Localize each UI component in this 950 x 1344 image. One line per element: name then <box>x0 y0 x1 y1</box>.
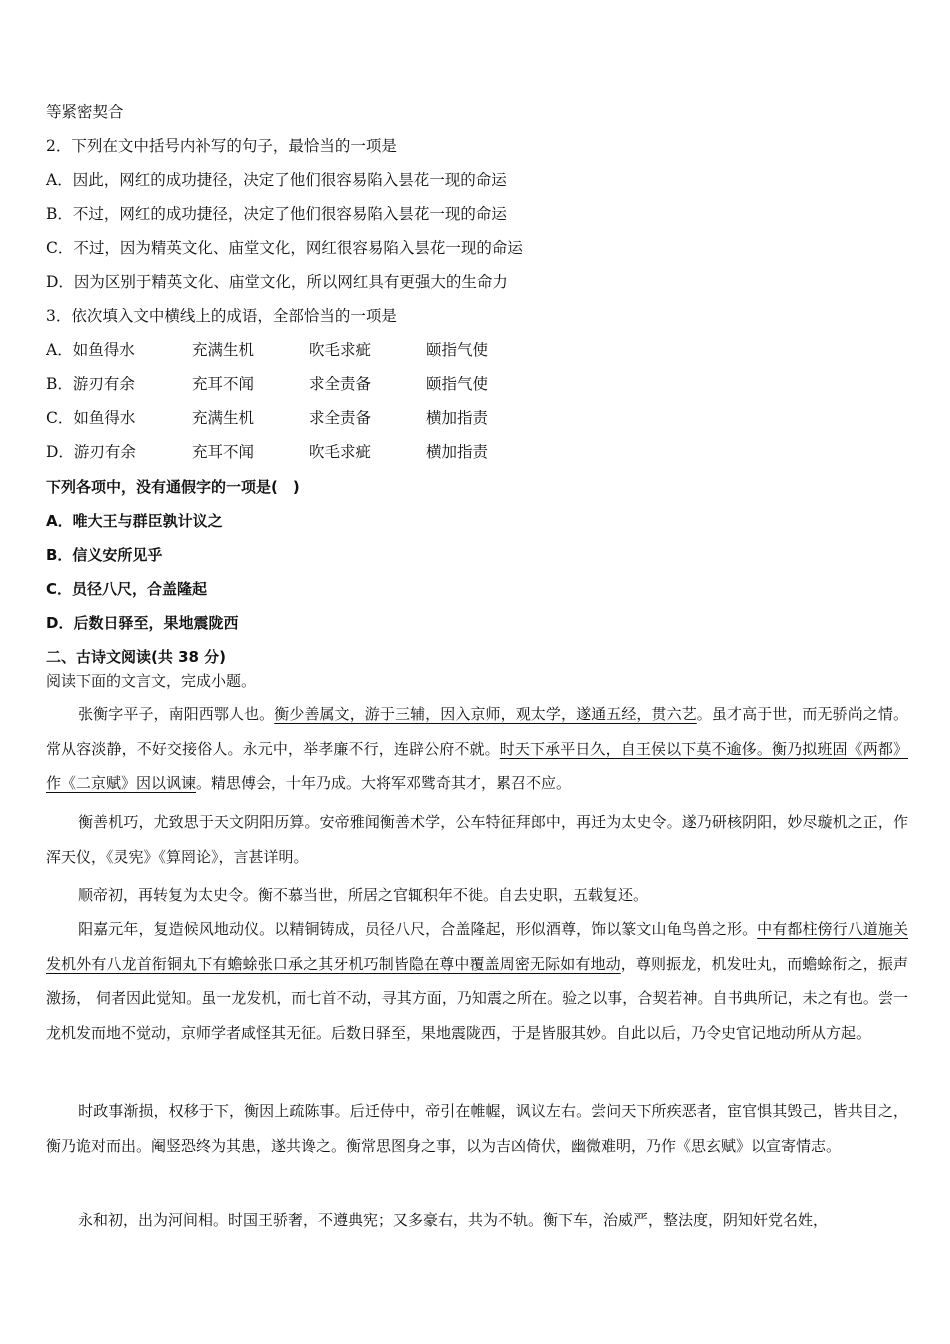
option-idiom-3: 吹毛求疵 <box>309 443 372 461</box>
underlined-sentence-3: 中有都柱傍行八道施关发机外有八龙首衔铜丸下有蟾蜍张口承之其牙机巧制皆隐在尊中覆盖周密无际如有地动 <box>46 920 908 973</box>
option-idiom-2: 充满生机 <box>192 409 255 427</box>
question-2-option-a: A．因此，网红的成功捷径，决定了他们很容易陷入昙花一现的命运 <box>46 171 507 189</box>
passage-text: 。虽才高于世，而无骄尚之情。常从容淡静，不好交接俗人。永元中，举孝廉不行，连辟公府不就。 <box>46 705 908 758</box>
passage-paragraph-1 <box>46 697 908 801</box>
option-label: D．游刃有余 <box>46 443 136 461</box>
passage-paragraph-2 <box>46 805 908 874</box>
question-3-stem: 3．依次填入文中横线上的成语，全部恰当的一项是 <box>46 307 397 325</box>
question-2-stem: 2．下列在文中括号内补写的句子，最恰当的一项是 <box>46 137 397 155</box>
section-2-heading: 二、古诗文阅读(共 38 分) <box>46 648 227 666</box>
passage-paragraph-5 <box>46 1094 908 1163</box>
passage-paragraph-4 <box>46 912 908 1050</box>
question-4-stem: 下列各项中，没有通假字的一项是( ) <box>46 478 300 496</box>
option-idiom-3: 吹毛求疵 <box>309 341 372 359</box>
passage-text: 顺帝初，再转复为太史令。衡不慕当世，所居之官辄积年不徙。自去史职，五载复还。 <box>78 886 649 904</box>
passage-text: 张衡字平子，南阳西鄂人也。 <box>78 705 275 723</box>
passage-text: 衡善机巧，尤致思于天文阴阳历算。安帝雅闻衡善术学，公车特征拜郎中，再迁为太史令。遂乃研核阴阳，妙尽璇机之正，作浑天仪，《灵宪》《算罔论》，言甚详明。 <box>46 813 908 866</box>
option-idiom-4: 颐指气使 <box>426 341 489 359</box>
option-label: B．游刃有余 <box>46 375 135 393</box>
option-idiom-3: 求全责备 <box>309 375 372 393</box>
underlined-sentence-1: 衡少善属文，游于三辅，因入京师，观太学，遂通五经，贯六艺 <box>274 705 697 723</box>
option-label: C．如鱼得水 <box>46 409 136 427</box>
question-2-option-b: B．不过，网红的成功捷径，决定了他们很容易陷入昙花一现的命运 <box>46 205 507 223</box>
passage-text: 阳嘉元年，复造候风地动仪。以精铜铸成，员径八尺，合盖隆起，形似酒尊，饰以篆文山龟鸟兽之形。 <box>78 920 758 938</box>
option-idiom-2: 充耳不闻 <box>192 375 255 393</box>
option-idiom-4: 颐指气使 <box>426 375 489 393</box>
option-idiom-4: 横加指责 <box>426 409 489 427</box>
passage-paragraph-3 <box>46 878 908 913</box>
question-4-option-c: C．员径八尺，合盖隆起 <box>46 580 208 598</box>
passage-paragraph-6 <box>46 1203 908 1238</box>
question-4-option-d: D．后数日驿至，果地震陇西 <box>46 614 239 632</box>
option-idiom-4: 横加指责 <box>426 443 489 461</box>
option-idiom-3: 求全责备 <box>309 409 372 427</box>
option-idiom-2: 充满生机 <box>192 341 255 359</box>
passage-text: 。精思傅会，十年乃成。大将军邓骘奇其才，累召不应。 <box>196 774 572 792</box>
question-4-option-a: A．唯大王与群臣孰计议之 <box>46 512 223 530</box>
question-4-option-b: B．信义安所见乎 <box>46 546 163 564</box>
option-idiom-2: 充耳不闻 <box>192 443 255 461</box>
passage-text: 时政事渐损，权移于下，衡因上疏陈事。后迁侍中，帝引在帷幄，讽议左右。尝问天下所疾恶者，宦官惧其毁己，皆共目之，衡乃诡对而出。阉竖恐终为其患，遂共谗之。衡常思图身之事，以为吉凶倚伏，幽微难明，乃作《思玄赋》以宣寄情志。 <box>46 1102 908 1155</box>
passage-text: 永和初，出为河间相。时国王骄奢，不遵典宪；又多豪右，共为不轨。衡下车，治威严，整法度，阴知奸党名姓， <box>78 1211 829 1229</box>
question-2-option-d: D．因为区别于精英文化、庙堂文化，所以网红具有更强大的生命力 <box>46 273 508 291</box>
section-2-instruction: 阅读下面的文言文，完成小题。 <box>46 672 257 690</box>
question-2-option-c: C．不过，因为精英文化、庙堂文化，网红很容易陷入昙花一现的命运 <box>46 239 523 257</box>
intro-tail-text: 等紧密契合 <box>46 103 124 121</box>
passage-text: ，尊则振龙，机发吐丸，而蟾蜍衔之，振声激扬， 伺者因此觉知。虽一龙发机，而七首不动，寻其方面，乃知震之所在。验之以事，合契若神。自书典所记，未之有也。尝一龙机发而地不觉动，京师学者咸怪其无征。后数日驿至，果地震陇西，于是皆服其妙。自此以后，乃令史官记地动所从方起。 <box>46 954 908 1042</box>
underlined-sentence-2: 时天下承平日久，自王侯以下莫不逾侈。衡乃拟班固《两都》作《二京赋》因以讽谏 <box>46 739 908 792</box>
option-label: A．如鱼得水 <box>46 341 135 359</box>
